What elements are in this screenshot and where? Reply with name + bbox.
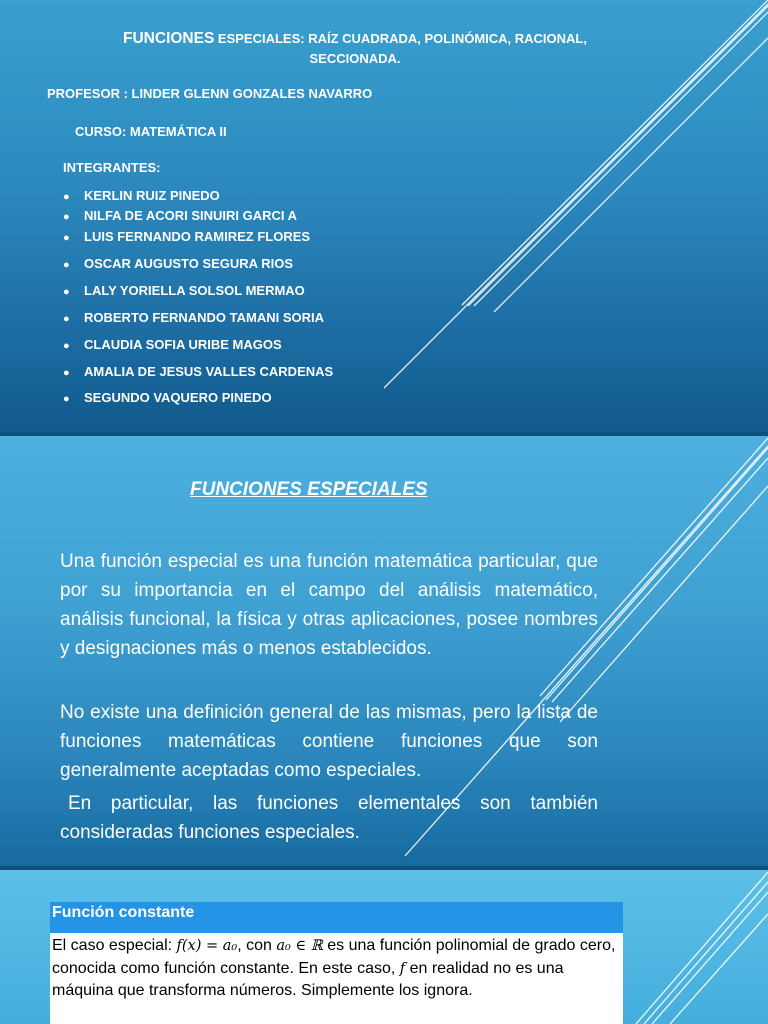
text-segment: en realidad no es una máquina que transforma números. Simplemente los ignora.	[52, 959, 564, 999]
member-name: LUIS FERNANDO RAMIREZ FLORES	[84, 229, 311, 244]
formula-fx: f(x) = a₀	[176, 938, 238, 954]
title-rest: ESPECIALES: RAÍZ CUADRADA, POLINÓMICA, RACIONAL, SECCIONADA.	[214, 31, 587, 66]
professor-line: PROFESOR : LINDER GLENN GONZALES NAVARRO	[47, 86, 373, 101]
member-item	[63, 283, 305, 298]
member-name: SEGUNDO VAQUERO PINEDO	[84, 390, 272, 405]
section-title: FUNCIONES ESPECIALES	[190, 479, 428, 500]
member-item	[63, 208, 297, 223]
bullet-icon: ●	[63, 286, 70, 298]
bullet-icon: ●	[63, 340, 70, 352]
paragraph-definition: Una función especial es una función matemática particular, que por su importancia en el campo del análisis matemático, análisis funcional, la física y otras aplicaciones, posee nombres y designaciones más o menos establecidos.	[60, 551, 598, 659]
members-heading: INTEGRANTES:	[63, 160, 161, 175]
member-item	[63, 256, 293, 271]
member-item	[63, 229, 310, 244]
constant-function-text	[50, 933, 623, 1024]
title-main-word: FUNCIONES	[123, 30, 215, 47]
member-name: ROBERTO FERNANDO TAMANI SORIA	[84, 310, 325, 325]
formula-a0-real: a₀ ∈ ℝ	[276, 938, 323, 954]
constant-function-header: Función constante	[50, 902, 623, 933]
paragraph-elementary-functions: En particular, las funciones elementales son también consideradas funciones especiales.	[60, 793, 598, 843]
paragraph-no-general-definition: No existe una definición general de las mismas, pero la lista de funciones matemáticas contiene funciones que son generalmente aceptadas como especiales.	[60, 702, 598, 781]
text-segment: , con	[237, 937, 277, 954]
member-item	[63, 188, 220, 203]
member-name: CLAUDIA SOFIA URIBE MAGOS	[84, 337, 282, 352]
presentation-title	[90, 29, 620, 69]
member-name: LALY YORIELLA SOLSOL MERMAO	[84, 283, 305, 298]
bullet-icon: ●	[63, 232, 70, 244]
text-segment: es una función polinomial de grado cero, conocida como función constante. En este caso,	[52, 937, 616, 977]
member-item	[63, 310, 324, 325]
bullet-icon: ●	[63, 191, 70, 203]
member-item	[63, 337, 282, 352]
course-line: CURSO: MATEMÁTICA II	[75, 124, 227, 139]
member-item	[63, 364, 333, 379]
title-slide	[0, 0, 768, 432]
member-item	[63, 390, 272, 405]
bullet-icon: ●	[63, 211, 70, 223]
bullet-icon: ●	[63, 313, 70, 325]
text-segment: El caso especial:	[52, 937, 177, 954]
formula-f: f	[399, 960, 406, 977]
member-name: OSCAR AUGUSTO SEGURA RIOS	[84, 256, 293, 271]
member-name: NILFA DE ACORI SINUIRI GARCI A	[84, 208, 298, 223]
bullet-icon: ●	[63, 259, 70, 271]
bullet-icon: ●	[63, 393, 70, 405]
member-name: KERLIN RUIZ PINEDO	[84, 188, 220, 203]
bullet-icon: ●	[63, 367, 70, 379]
member-name: AMALIA DE JESUS VALLES CARDENAS	[84, 364, 334, 379]
